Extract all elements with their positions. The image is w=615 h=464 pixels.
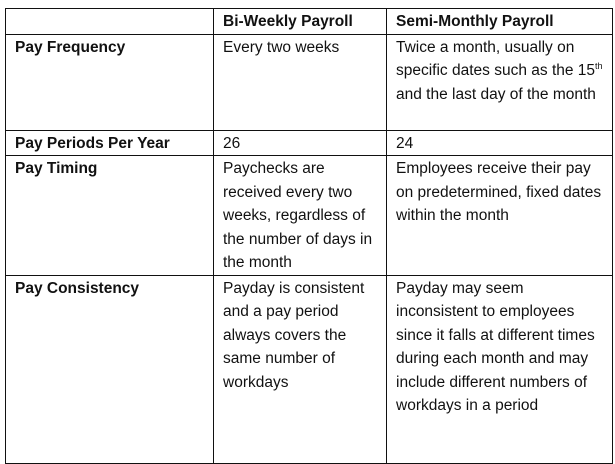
bi-weekly-cell: Payday is consistent and a pay period always covers the same number of workdays xyxy=(214,275,387,463)
bi-weekly-cell: Every two weeks xyxy=(214,34,387,130)
header-bi-weekly: Bi-Weekly Payroll xyxy=(214,9,387,35)
row-label: Pay Periods Per Year xyxy=(6,130,214,156)
semi-monthly-cell: 24 xyxy=(387,130,613,156)
row-label: Pay Timing xyxy=(6,156,214,276)
header-row xyxy=(6,9,613,35)
row-label: Pay Consistency xyxy=(6,275,214,463)
bi-weekly-cell: Paychecks are received every two weeks, regardless of the number of days in the month xyxy=(214,156,387,276)
payroll-comparison-table xyxy=(5,8,613,464)
semi-monthly-cell xyxy=(387,34,613,130)
header-empty-cell xyxy=(6,9,214,35)
table-row-pay-frequency xyxy=(6,34,613,130)
row-label: Pay Frequency xyxy=(6,34,214,130)
bi-weekly-cell: 26 xyxy=(214,130,387,156)
table-row-pay-consistency xyxy=(6,275,613,463)
semi-monthly-cell: Payday may seem inconsistent to employees since it falls at different times during each month and may include different numbers of workdays in a period xyxy=(387,275,613,463)
header-semi-monthly: Semi-Monthly Payroll xyxy=(387,9,613,35)
table-row-pay-timing xyxy=(6,156,613,276)
ordinal-suffix: th xyxy=(595,61,603,71)
cell-text: and the last day of the month xyxy=(396,85,596,103)
semi-monthly-cell: Employees receive their pay on predetermined, fixed dates within the month xyxy=(387,156,613,276)
table-row-pay-periods xyxy=(6,130,613,156)
cell-text: Twice a month, usually on specific dates such as the 15 xyxy=(396,38,596,79)
